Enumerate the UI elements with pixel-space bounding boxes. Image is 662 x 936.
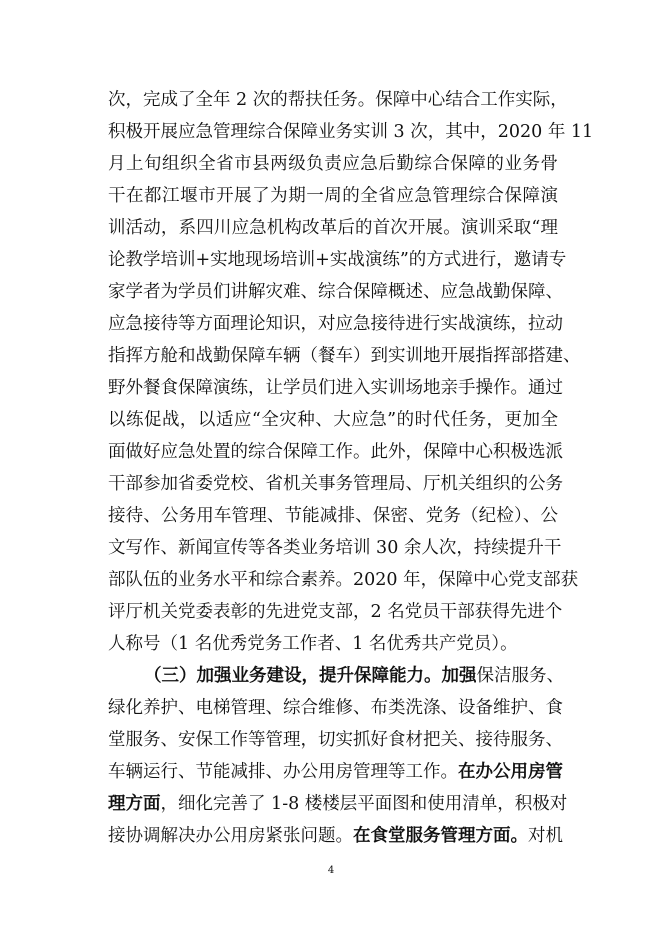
text-line [108,244,567,276]
text-line [108,116,594,148]
text-line [108,724,563,756]
bold-lead-phrase: 在办公用房管 [458,762,563,782]
text-segment: 论教学培训+实地现场培训+实战演练”的方式进行，邀请专 [108,250,567,270]
text-segment: 以练促战，以适应“全灾种、大应急”的时代任务，更加全 [108,410,558,430]
text-segment: 次，完成了全年 2 次的帮扶任务。保障中心结合工作实际， [108,90,568,110]
text-segment: 接待、公务用车管理、节能减排、保密、党务（纪检）、公 [108,506,558,526]
bold-lead-phrase: 在食堂服务管理方面。 [353,826,528,846]
text-segment: 绿化养护、电梯管理、综合维修、布类洗涤、设备维护、食 [108,698,563,718]
text-segment: 保洁服务、 [476,666,564,686]
bold-lead-phrase: 理方面 [108,794,161,814]
page-number: 4 [327,865,335,876]
text-line [108,212,558,244]
text-line [108,500,558,532]
text-line [108,180,558,212]
text-segment: 干部参加省委党校、省机关事务管理局、厅机关组织的公务 [108,474,563,494]
text-segment: 应急接待等方面理论知识，对应急接待进行实战演练，拉动 [108,314,563,334]
text-segment: 干在都江堰市开展了为期一周的全省应急管理综合保障演 [108,186,558,206]
section-heading-line [108,660,564,692]
text-segment: 野外餐食保障演练，让学员们进入实训场地亲手操作。通过 [108,378,563,398]
text-segment: 部队伍的业务水平和综合素养。2020 年，保障中心党支部获 [108,570,579,590]
text-line [108,532,562,564]
text-segment: 面做好应急处置的综合保障工作。此外，保障中心积极选派 [108,442,563,462]
text-line [108,788,568,820]
text-segment: 人称号（1 名优秀党务工作者、1 名优秀共产党员）。 [108,634,518,654]
text-segment: 积极开展应急管理综合保障业务实训 3 次，其中，2020 年 11 [108,122,594,142]
text-line [108,564,579,596]
text-segment: 堂服务、安保工作等管理，切实抓好食材把关、接待服务、 [108,730,563,750]
text-line [108,340,581,372]
text-segment: 接协调解决办公用房紧张问题。 [108,826,353,846]
text-line [108,372,563,404]
body-text [108,84,594,852]
text-segment: 指挥方舱和战勤保障车辆（餐车）到实训地开展指挥部搭建、 [108,346,581,366]
text-line [108,596,563,628]
text-line [108,276,563,308]
text-segment: 对机 [528,826,563,846]
text-segment: 评厅机关党委表彰的先进党支部，2 名党员干部获得先进个 [108,602,563,622]
text-line [108,468,563,500]
text-line [108,84,568,116]
text-segment: 月上旬组织全省市县两级负责应急后勤综合保障的业务骨 [108,154,558,174]
section-heading: （三）加强业务建设，提升保障能力。加强 [144,666,477,686]
text-segment: 训活动，系四川应急机构改革后的首次开展。演训采取“理 [108,218,558,238]
text-segment: 文写作、新闻宣传等各类业务培训 30 余人次，持续提升干 [108,538,562,558]
text-segment: 车辆运行、节能减排、办公用房管理等工作。 [108,762,458,782]
text-line [108,436,563,468]
text-line [108,756,563,788]
text-line [108,628,558,660]
text-line [108,148,558,180]
text-line [108,404,558,436]
text-segment: 家学者为学员们讲解灾难、综合保障概述、应急战勤保障、 [108,282,563,302]
text-line [108,308,563,340]
text-line [108,692,563,724]
text-segment: ，细化完善了 1-8 楼楼层平面图和使用清单，积极对 [160,794,568,814]
text-line [108,820,563,852]
